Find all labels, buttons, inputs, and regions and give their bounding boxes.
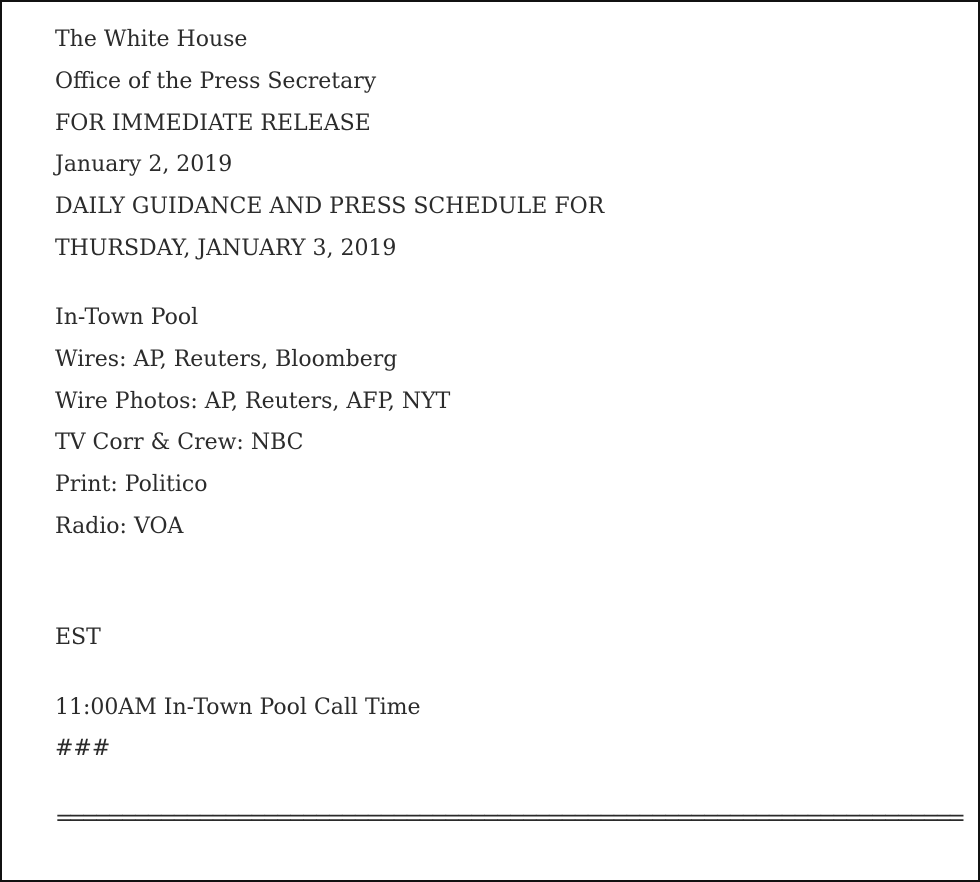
pool-wires: Wires: AP, Reuters, Bloomberg <box>55 347 398 372</box>
pool-heading: In-Town Pool <box>55 305 199 330</box>
separator-rule: ====================================================================== <box>55 806 961 831</box>
release-label: FOR IMMEDIATE RELEASE <box>55 111 371 136</box>
timezone-label: EST <box>55 625 101 650</box>
release-date: January 2, 2019 <box>55 152 233 177</box>
schedule-item: 11:00AM In-Town Pool Call Time <box>55 695 421 720</box>
schedule-title-line-2: THURSDAY, JANUARY 3, 2019 <box>55 236 397 261</box>
pool-wire-photos: Wire Photos: AP, Reuters, AFP, NYT <box>55 389 451 414</box>
end-mark: ### <box>55 736 111 761</box>
pool-radio: Radio: VOA <box>55 514 184 539</box>
pool-tv: TV Corr & Crew: NBC <box>55 430 304 455</box>
schedule-title-line-1: DAILY GUIDANCE AND PRESS SCHEDULE FOR <box>55 194 605 219</box>
office-name: Office of the Press Secretary <box>55 69 377 94</box>
org-name: The White House <box>55 27 248 52</box>
pool-print: Print: Politico <box>55 472 208 497</box>
